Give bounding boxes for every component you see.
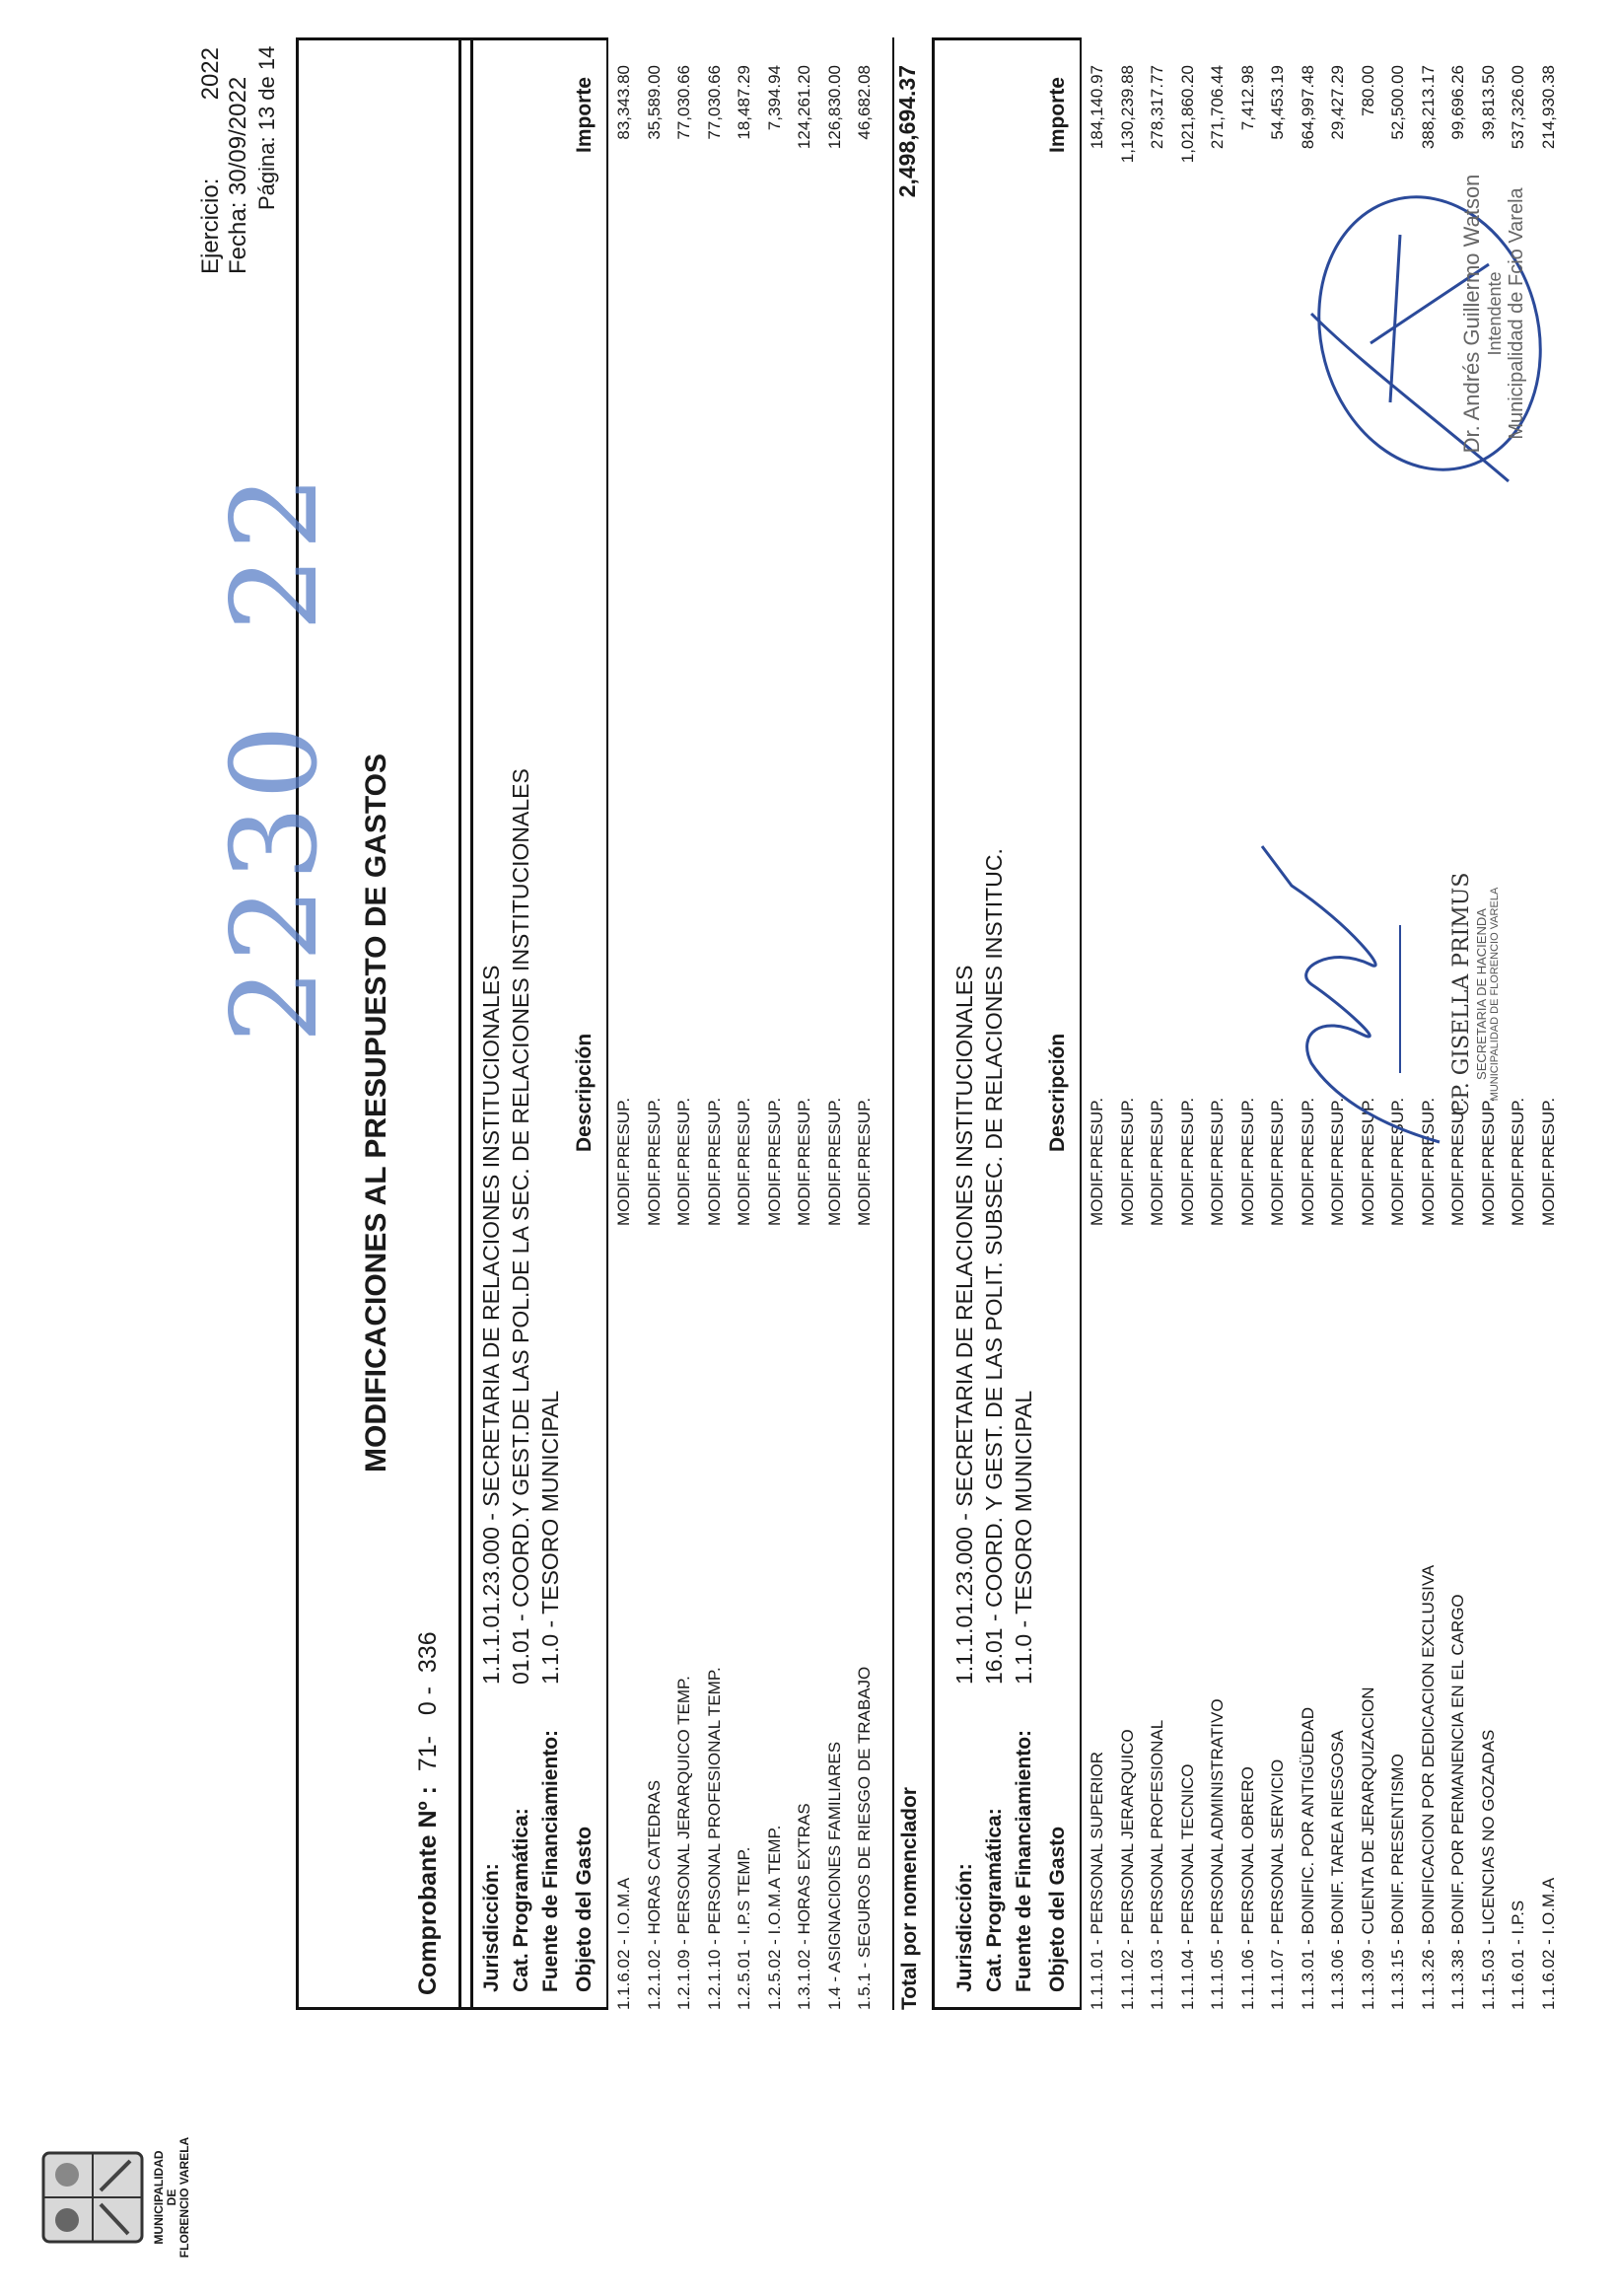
row-objeto: 1.1.1.07 - PERSONAL SERVICIO — [1268, 1758, 1287, 2010]
row-importe: 126,830.00 — [824, 65, 844, 150]
row-descripcion: MODIF.PRESUP. — [855, 1097, 874, 1226]
row-objeto: 1.1.1.01 - PERSONAL SUPERIOR — [1088, 1751, 1106, 2010]
row-objeto: 1.2.1.10 - PERSONAL PROFESIONAL TEMP. — [704, 1667, 724, 2010]
row-importe: 537,326.00 — [1509, 65, 1527, 150]
row-objeto: 1.2.5.02 - I.O.M.A TEMP. — [764, 1825, 784, 2010]
document-title: MODIFICACIONES AL PRESUPUESTO DE GASTOS — [360, 753, 392, 1472]
s2-cat-label: Cat. Programática: — [983, 1808, 1006, 1992]
row-descripcion: MODIF.PRESUP. — [1148, 1097, 1166, 1226]
row-importe: 99,696.26 — [1448, 65, 1467, 140]
row-objeto: 1.1.3.06 - BONIF. TAREA RIESGOSA — [1328, 1730, 1347, 2010]
s1-fuente-value: 1.1.0 - TESORO MUNICIPAL — [537, 1390, 563, 1685]
s2-col-importe: Importe — [1046, 77, 1069, 154]
s1-col-importe: Importe — [573, 77, 596, 154]
comprobante-label: Comprobante Nº : — [414, 1786, 442, 1995]
signature-left — [1252, 807, 1578, 1182]
s1-total-value: 2,498,694.37 — [894, 65, 920, 198]
row-objeto: 1.2.1.09 - PERSONAL JERARQUICO TEMP. — [674, 1676, 693, 2010]
table-row — [614, 37, 644, 2010]
row-descripcion: MODIF.PRESUP. — [764, 1097, 784, 1226]
table-row — [765, 37, 795, 2010]
table-row — [1118, 37, 1148, 2010]
row-importe: 1,130,239.88 — [1117, 65, 1137, 164]
row-descripcion: MODIF.PRESUP. — [704, 1097, 724, 1226]
row-descripcion: MODIF.PRESUP. — [1448, 1097, 1467, 1226]
row-objeto: 1.2.1.02 - HORAS CATEDRAS — [644, 1779, 664, 2010]
signature-right — [1282, 87, 1607, 540]
row-importe: 77,030.66 — [674, 65, 693, 140]
table-row — [674, 37, 704, 2010]
row-objeto: 1.1.1.03 - PERSONAL PROFESIONAL — [1148, 1719, 1166, 2010]
row-objeto: 1.1.6.02 - I.O.M.A — [614, 1877, 633, 2010]
s2-col-descripcion: Descripción — [1046, 1033, 1069, 1152]
row-descripcion: MODIF.PRESUP. — [1208, 1097, 1227, 1226]
row-importe: 29,427.29 — [1328, 65, 1347, 140]
table-row — [1148, 37, 1177, 2010]
signature-right-role: Intendente — [1485, 271, 1505, 356]
s1-cat-label: Cat. Programática: — [510, 1808, 532, 1992]
row-importe: 780.00 — [1358, 65, 1377, 116]
municipality-logo — [39, 2133, 191, 2261]
row-importe: 7,394.94 — [764, 65, 784, 131]
row-descripcion: MODIF.PRESUP. — [1177, 1097, 1197, 1226]
row-descripcion: MODIF.PRESUP. — [1237, 1097, 1257, 1226]
row-descripcion: MODIF.PRESUP. — [735, 1097, 753, 1226]
row-descripcion: MODIF.PRESUP. — [1298, 1097, 1317, 1226]
table-row — [645, 37, 674, 2010]
row-descripcion: MODIF.PRESUP. — [1478, 1097, 1498, 1226]
s2-jurisdiccion-value: 1.1.1.01.23.000 - SECRETARIA DE RELACIONES INSTITUCIONALES — [951, 965, 977, 1685]
ejercicio-value: 2022 — [197, 47, 224, 101]
table-row — [795, 37, 824, 2010]
row-importe: 1,021,860.20 — [1177, 65, 1197, 164]
row-importe: 271,706.44 — [1208, 65, 1227, 150]
s1-cat-value: 01.01 - COORD.Y GEST.DE LAS POL.DE LA SEC. DE RELACIONES INSTITUCIONALES — [508, 768, 533, 1685]
signature-left-name: CP. GISELLA PRIMUS — [1449, 872, 1474, 1116]
row-importe: 124,261.20 — [795, 65, 813, 150]
comprobante-value: 71- 0 - 336 — [414, 1631, 442, 1772]
row-importe: 864,997.48 — [1298, 65, 1317, 150]
table-row — [735, 37, 764, 2010]
signature-left-org: MUNICIPALIDAD DE FLORENCIO VARELA — [1489, 887, 1501, 1102]
row-descripcion: MODIF.PRESUP. — [1088, 1097, 1106, 1226]
table-row — [825, 37, 855, 2010]
ejercicio-label: Ejercicio: — [197, 178, 224, 274]
s1-total-label: Total por nomenclador — [898, 1787, 921, 2010]
row-importe: 35,589.00 — [644, 65, 664, 140]
row-importe: 388,213.17 — [1418, 65, 1438, 150]
row-objeto: 1.1.1.05 - PERSONAL ADMINISTRATIVO — [1208, 1698, 1227, 2010]
s2-fuente-value: 1.1.0 - TESORO MUNICIPAL — [1011, 1390, 1036, 1685]
stamp-number: 2230 22 — [207, 468, 344, 1043]
row-descripcion: MODIF.PRESUP. — [1509, 1097, 1527, 1226]
fecha — [225, 77, 252, 274]
row-objeto: 1.1.3.01 - BONIFIC. POR ANTIGÜEDAD — [1298, 1706, 1317, 2010]
row-importe: 54,453.19 — [1268, 65, 1287, 140]
row-descripcion: MODIF.PRESUP. — [1388, 1097, 1407, 1226]
row-descripcion: MODIF.PRESUP. — [1538, 1097, 1558, 1226]
municipality-name-line1: MUNICIPALIDAD — [152, 2150, 166, 2245]
row-objeto: 1.1.6.01 - I.P.S — [1509, 1900, 1527, 2010]
s1-jurisdiccion-label: Jurisdicción: — [480, 1863, 503, 1992]
s1-fuente-label: Fuente de Financiamiento: — [539, 1729, 562, 1992]
row-descripcion: MODIF.PRESUP. — [1328, 1097, 1347, 1226]
table-row — [1178, 37, 1208, 2010]
row-importe: 46,682.08 — [855, 65, 874, 140]
s2-cat-value: 16.01 - COORD. Y GEST. DE LAS POLIT. SUBSEC. DE RELACIONES INSTITUC. — [981, 848, 1007, 1685]
row-descripcion: MODIF.PRESUP. — [1358, 1097, 1377, 1226]
row-descripcion: MODIF.PRESUP. — [1268, 1097, 1287, 1226]
row-objeto: 1.2.5.01 - I.P.S TEMP. — [735, 1846, 753, 2010]
row-objeto: 1.1.3.26 - BONIFICACION POR DEDICACION EXCLUSIVA — [1418, 1564, 1438, 2010]
row-descripcion: MODIF.PRESUP. — [1418, 1097, 1438, 1226]
row-descripcion: MODIF.PRESUP. — [644, 1097, 664, 1226]
table-row — [855, 37, 884, 2010]
row-importe: 52,500.00 — [1388, 65, 1407, 140]
row-importe: 39,813.50 — [1478, 65, 1498, 140]
pagina: Página: 13 de 14 — [254, 45, 279, 210]
row-objeto: 1.1.6.02 - I.O.M.A — [1538, 1877, 1558, 2010]
s1-col-descripcion: Descripción — [573, 1033, 596, 1152]
table-row — [705, 37, 735, 2010]
fecha-label: Fecha: — [225, 201, 251, 274]
row-objeto: 1.1.5.03 - LICENCIAS NO GOZADAS — [1478, 1729, 1498, 2010]
row-descripcion: MODIF.PRESUP. — [824, 1097, 844, 1226]
section-1 — [458, 37, 921, 2010]
s1-jurisdiccion-value: 1.1.1.01.23.000 - SECRETARIA DE RELACIONES INSTITUCIONALES — [478, 965, 504, 1685]
row-objeto: 1.1.1.06 - PERSONAL OBRERO — [1237, 1766, 1257, 2010]
signature-right-icon — [1282, 87, 1578, 540]
row-importe: 7,412.98 — [1237, 65, 1257, 131]
signature-right-org: Municipalidad de Fcio Varela — [1506, 187, 1527, 440]
row-objeto: 1.5.1 - SEGUROS DE RIESGO DE TRABAJO — [855, 1666, 874, 2010]
row-descripcion: MODIF.PRESUP. — [1117, 1097, 1137, 1226]
s2-fuente-label: Fuente de Financiamiento: — [1013, 1729, 1035, 1992]
row-descripcion: MODIF.PRESUP. — [674, 1097, 693, 1226]
signature-left-icon — [1252, 807, 1449, 1182]
s2-col-objeto: Objeto del Gasto — [1046, 1826, 1069, 1992]
comprobante — [414, 1631, 443, 1995]
coat-of-arms-icon — [39, 2133, 148, 2261]
s1-col-objeto: Objeto del Gasto — [573, 1826, 596, 1992]
row-importe: 18,487.29 — [735, 65, 753, 140]
row-objeto: 1.1.1.04 - PERSONAL TECNICO — [1177, 1763, 1197, 2010]
table-row — [1088, 37, 1117, 2010]
row-importe: 83,343.80 — [614, 65, 633, 140]
row-objeto: 1.4 - ASIGNACIONES FAMILIARES — [824, 1741, 844, 2010]
municipality-name-line2: DE — [165, 2188, 178, 2206]
row-objeto: 1.3.1.02 - HORAS EXTRAS — [795, 1803, 813, 2010]
row-importe: 214,930.38 — [1538, 65, 1558, 150]
row-importe: 184,140.97 — [1088, 65, 1106, 150]
municipality-name-line3: FLORENCIO VARELA — [177, 2136, 191, 2259]
s2-jurisdiccion-label: Jurisdicción: — [953, 1863, 976, 1992]
row-importe: 77,030.66 — [704, 65, 724, 140]
signature-right-name: Dr. Andrés Guillermo Watson — [1459, 174, 1484, 454]
row-objeto: 1.1.3.15 - BONIF. PRESENTISMO — [1388, 1754, 1407, 2010]
ejercicio — [197, 37, 225, 274]
row-objeto: 1.1.3.09 - CUENTA DE JERARQUIZACION — [1358, 1686, 1377, 2010]
row-objeto: 1.1.1.02 - PERSONAL JERARQUICO — [1117, 1729, 1137, 2010]
signature-left-role: SECRETARIA DE HACIENDA — [1474, 908, 1489, 1080]
row-descripcion: MODIF.PRESUP. — [795, 1097, 813, 1226]
row-descripcion: MODIF.PRESUP. — [614, 1097, 633, 1226]
row-importe: 278,317.77 — [1148, 65, 1166, 150]
row-objeto: 1.1.3.38 - BONIF. POR PERMANENCIA EN EL CARGO — [1448, 1594, 1467, 2010]
table-row — [1208, 37, 1237, 2010]
fecha-value: 30/09/2022 — [225, 76, 251, 195]
